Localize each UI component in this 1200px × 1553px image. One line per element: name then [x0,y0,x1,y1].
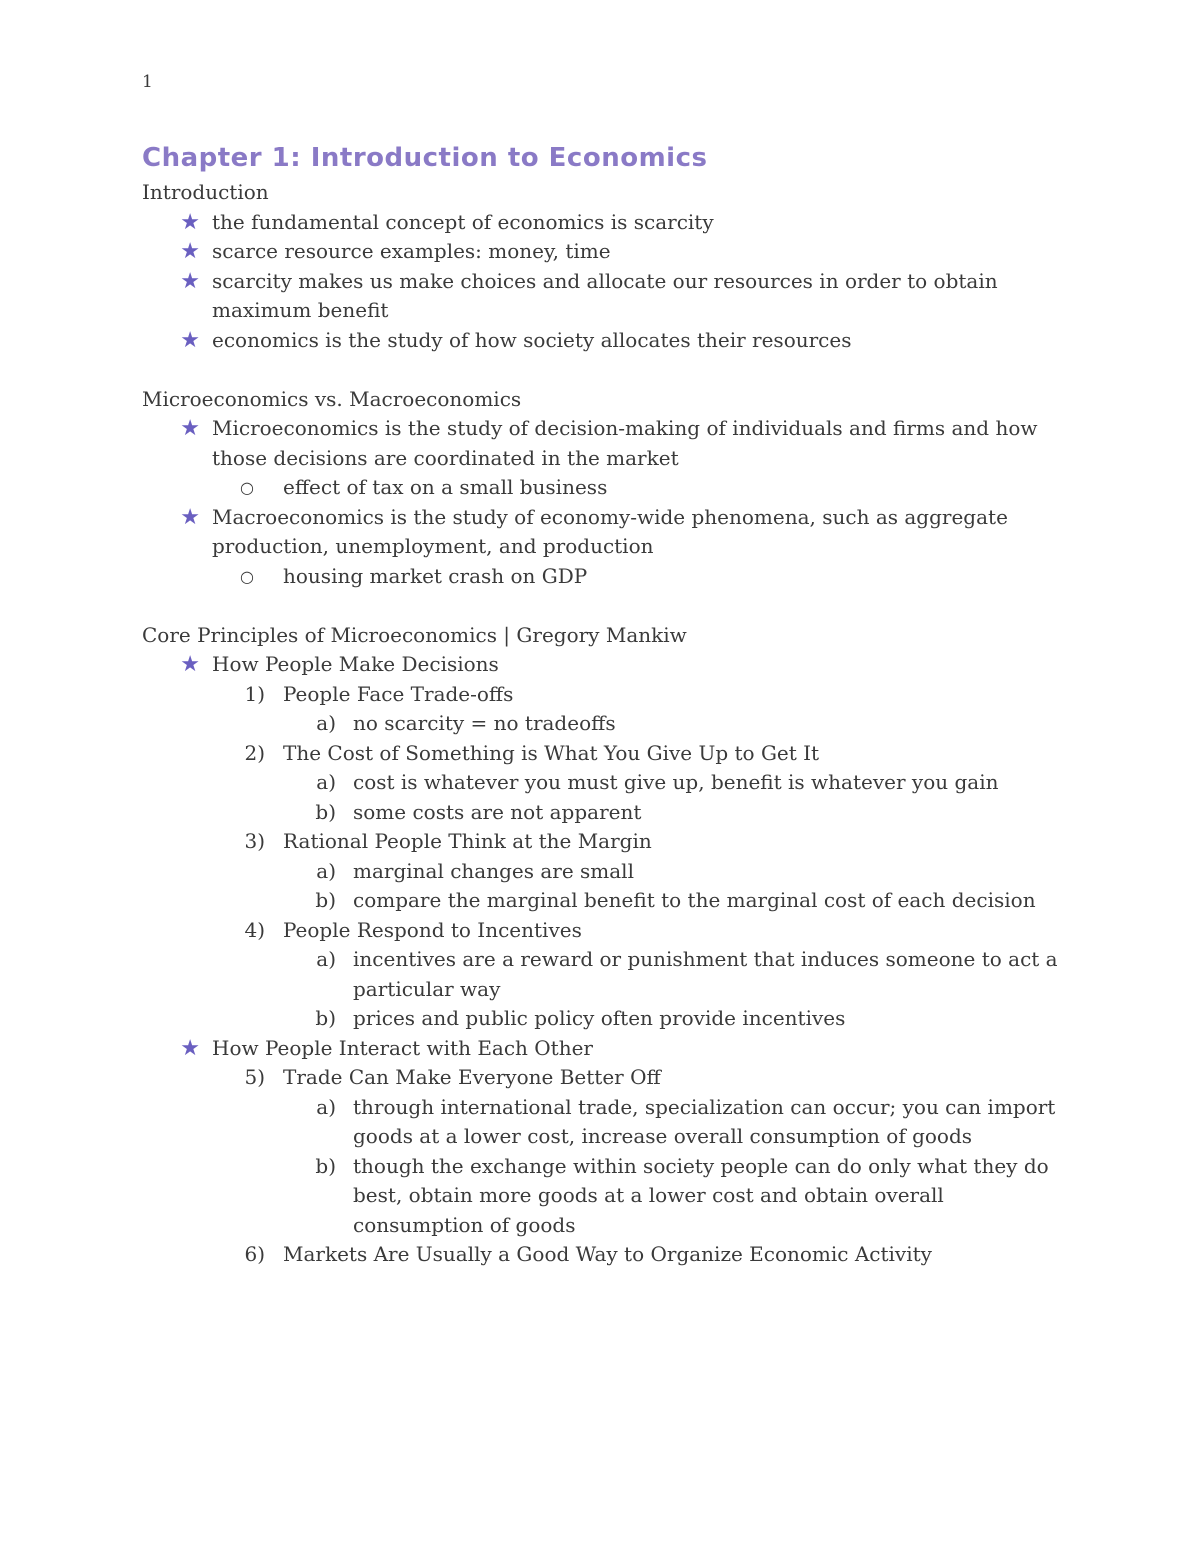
list-item-text: compare the marginal benefit to the marginal cost of each decision [353,888,1036,912]
list-item-text: some costs are not apparent [353,799,642,824]
principle-subitem [142,886,1077,916]
section-heading-micro-macro: Microeconomics vs. Macroeconomics [142,386,522,411]
list-number: 3) [244,829,265,853]
list-item [142,326,1077,356]
list-item-text: Microeconomics is the study of decision-making of individuals and firms and how those decisions are coordinated in the market [212,416,1038,470]
circle-bullet-icon: ○ [240,566,254,586]
list-item [142,237,1077,267]
principle-subitem [142,709,1077,739]
list-item-text: though the exchange within society people can do only what they do best, obtain more goods at a lower cost and obtain overall consumption of goods [353,1153,1049,1237]
list-subitem [142,562,1077,592]
star-bullet-icon: ★ [180,416,200,441]
principle-subitem [142,1152,1077,1241]
list-letter: a) [316,770,336,794]
list-item-micro [142,414,1077,473]
list-number: 2) [244,740,265,765]
list-letter: a) [316,1094,336,1119]
list-item-text: effect of tax on a small business [283,475,608,499]
list-number: 1) [244,681,265,706]
list-item-text: How People Make Decisions [212,652,499,676]
list-item-text: through international trade, specialization can occur; you can import goods at a lower cost, increase overall consumption of goods [353,1094,1056,1148]
principle-text: People Respond to Incentives [283,917,582,942]
list-letter: a) [316,858,336,883]
list-number: 4) [244,917,265,942]
group-how-people-make-decisions [142,650,1077,680]
list-letter: a) [316,711,336,735]
star-bullet-icon: ★ [180,652,200,677]
section-introduction [142,178,1077,355]
principle-subitem [142,857,1077,887]
list-letter: b) [315,888,336,912]
principle-item [142,680,1077,710]
circle-bullet-icon: ○ [240,478,254,497]
principle-text: Trade Can Make Everyone Better Off [283,1065,661,1089]
micro-macro-list [142,414,1077,591]
principle-item [142,1240,1077,1270]
star-bullet-icon: ★ [180,504,200,530]
principle-item [142,739,1077,769]
star-bullet-icon: ★ [180,327,200,353]
group-how-people-interact [142,1034,1077,1064]
list-letter: a) [316,947,336,971]
page-number: 1 [142,72,153,92]
principle-item [142,1063,1077,1093]
principle-text: People Face Trade-offs [283,681,514,706]
list-item-text: scarcity makes us make choices and allocate our resources in order to obtain maximum benefit [212,268,998,322]
principle-subitem [142,945,1077,1004]
list-item-text: prices and public policy often provide incentives [353,1006,846,1030]
list-item-text: How People Interact with Each Other [212,1035,593,1060]
list-item-text: cost is whatever you must give up, benefit is whatever you gain [353,770,999,794]
principle-subitem [142,1004,1077,1034]
section-heading-core-principles: Core Principles of Microeconomics | Gregory Mankiw [142,622,687,647]
list-item-text: incentives are a reward or punishment that induces someone to act a particular way [353,947,1058,1001]
list-item-macro [142,503,1077,562]
star-bullet-icon: ★ [180,239,200,264]
principle-text: Markets Are Usually a Good Way to Organize Economic Activity [283,1242,932,1266]
list-item-text: no scarcity = no tradeoffs [353,711,616,735]
list-number: 6) [244,1242,265,1266]
list-letter: b) [315,1153,336,1178]
list-subitem [142,473,1077,503]
principle-subitem [142,798,1077,828]
list-item-text: marginal changes are small [353,858,634,883]
notes-body [142,178,1077,1270]
star-bullet-icon: ★ [180,268,200,294]
principle-item [142,916,1077,946]
list-letter: b) [315,799,336,824]
core-principles-list [142,650,1077,1270]
list-item [142,267,1077,326]
list-item-text: scarce resource examples: money, time [212,239,611,263]
list-item-text: the fundamental concept of economics is scarcity [212,209,714,234]
star-bullet-icon: ★ [180,209,200,235]
list-number: 5) [244,1065,265,1089]
principle-item [142,827,1077,857]
section-core-principles [142,621,1077,1270]
spacer [142,591,1077,621]
star-bullet-icon: ★ [180,1035,200,1061]
section-micro-vs-macro [142,385,1077,592]
list-item [142,208,1077,238]
chapter-title: Chapter 1: Introduction to Economics [142,143,708,173]
list-letter: b) [315,1006,336,1030]
principle-text: The Cost of Something is What You Give Up to Get It [283,740,820,765]
principle-subitem [142,768,1077,798]
intro-list [142,208,1077,356]
principle-subitem [142,1093,1077,1152]
spacer [142,355,1077,385]
principle-text: Rational People Think at the Margin [283,829,652,853]
list-item-text: Macroeconomics is the study of economy-wide phenomena, such as aggregate production, unemployment, and production [212,504,1008,558]
list-item-text: economics is the study of how society allocates their resources [212,327,852,352]
list-item-text: housing market crash on GDP [283,563,588,588]
section-heading-introduction: Introduction [142,180,269,204]
